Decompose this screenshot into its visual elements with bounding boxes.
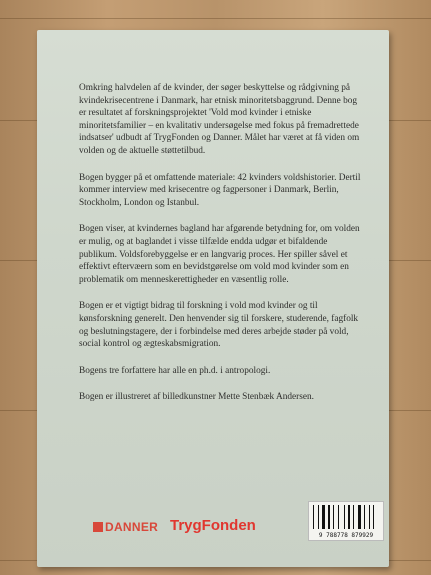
book-back-cover xyxy=(37,30,389,567)
danner-logo xyxy=(93,520,158,534)
barcode-bar xyxy=(318,505,319,529)
barcode-bar xyxy=(369,505,370,529)
barcode-bar xyxy=(348,505,350,529)
barcode-bar xyxy=(333,505,334,529)
danner-logo-text: DANNER xyxy=(105,520,159,534)
barcode-bar xyxy=(315,505,317,529)
blurb-paragraph: Bogen bygger på et omfattende materiale: 42 kvinders voldshistorier. Dertil kommer interview med krisecentre og fagpersoner i Danmark, Berlin, Stockholm, London og Istanbul. xyxy=(79,172,361,208)
barcode-bars xyxy=(313,505,379,529)
isbn-number: 9 788778 879929 xyxy=(318,532,374,539)
danner-logo-icon xyxy=(93,522,103,532)
blurb-paragraph: Bogen er illustreret af billedkunstner Mette Stenbæk Andersen. xyxy=(79,392,314,403)
barcode-bar xyxy=(375,505,377,529)
barcode-bar xyxy=(353,505,354,529)
barcode-bar xyxy=(366,505,368,529)
blurb-paragraph: Bogen er et vigtigt bidrag til forskning i vold mod kvinder og til kønsforskning generelt. Den henvender sig til forskere, studerende, fagfolk og beslutningstagere, der i forbindelse med deres arbejde støder på vold, social kontrol og ægteskabsmigration. xyxy=(79,301,359,350)
barcode-bar xyxy=(364,505,365,529)
barcode-bar xyxy=(358,505,361,529)
barcode-bar xyxy=(328,505,330,529)
barcode-bar xyxy=(362,505,363,529)
barcode-bar xyxy=(346,505,347,529)
barcode-bar xyxy=(326,505,327,529)
barcode-bar xyxy=(373,505,374,529)
barcode-bar xyxy=(335,505,337,529)
barcode-bar xyxy=(338,505,339,529)
isbn-barcode xyxy=(308,501,384,541)
barcode-bar xyxy=(340,505,343,529)
blurb-text xyxy=(79,82,364,418)
blurb-paragraph: Omkring halvdelen af de kvinder, der søger beskyttelse og rådgivning på kvindekrisecentrene i Danmark, har etnisk minoritetsbaggrund. Denne bog er resultatet af forskningsprojektet 'Vold mod kvinder i etniske minoritetsfamilier – en kvalitativ undersøgelse med fokus på fremadrettede indsatser' udbudt af TrygFonden og Danner. Målet har været at få viden om volden og de aktuelle støttetilbud. xyxy=(79,83,360,156)
barcode-bar xyxy=(313,505,314,529)
blurb-paragraph: Bogen viser, at kvindernes bagland har afgørende betydning for, om volden er mulig, og at baglandet i visse tilfælde endda udgør et bifaldende publikum. Voldsforebyggelse er en langvarig proces. Her spiller såvel et effektivt eftervæern som en bevidstgørelse om vold mod kvinder som en problematik om menneskerettigheder en væsentlig rolle. xyxy=(79,224,360,285)
blurb-paragraph: Bogens tre forfattere har alle en ph.d. i antropologi. xyxy=(79,365,271,376)
barcode-bar xyxy=(355,505,357,529)
trygfonden-logo: TrygFonden xyxy=(170,517,256,534)
barcode-bar xyxy=(371,505,372,529)
barcode-bar xyxy=(331,505,332,529)
barcode-bar xyxy=(344,505,345,529)
barcode-bar xyxy=(351,505,352,529)
barcode-bar xyxy=(320,505,321,529)
barcode-bar xyxy=(322,505,325,529)
